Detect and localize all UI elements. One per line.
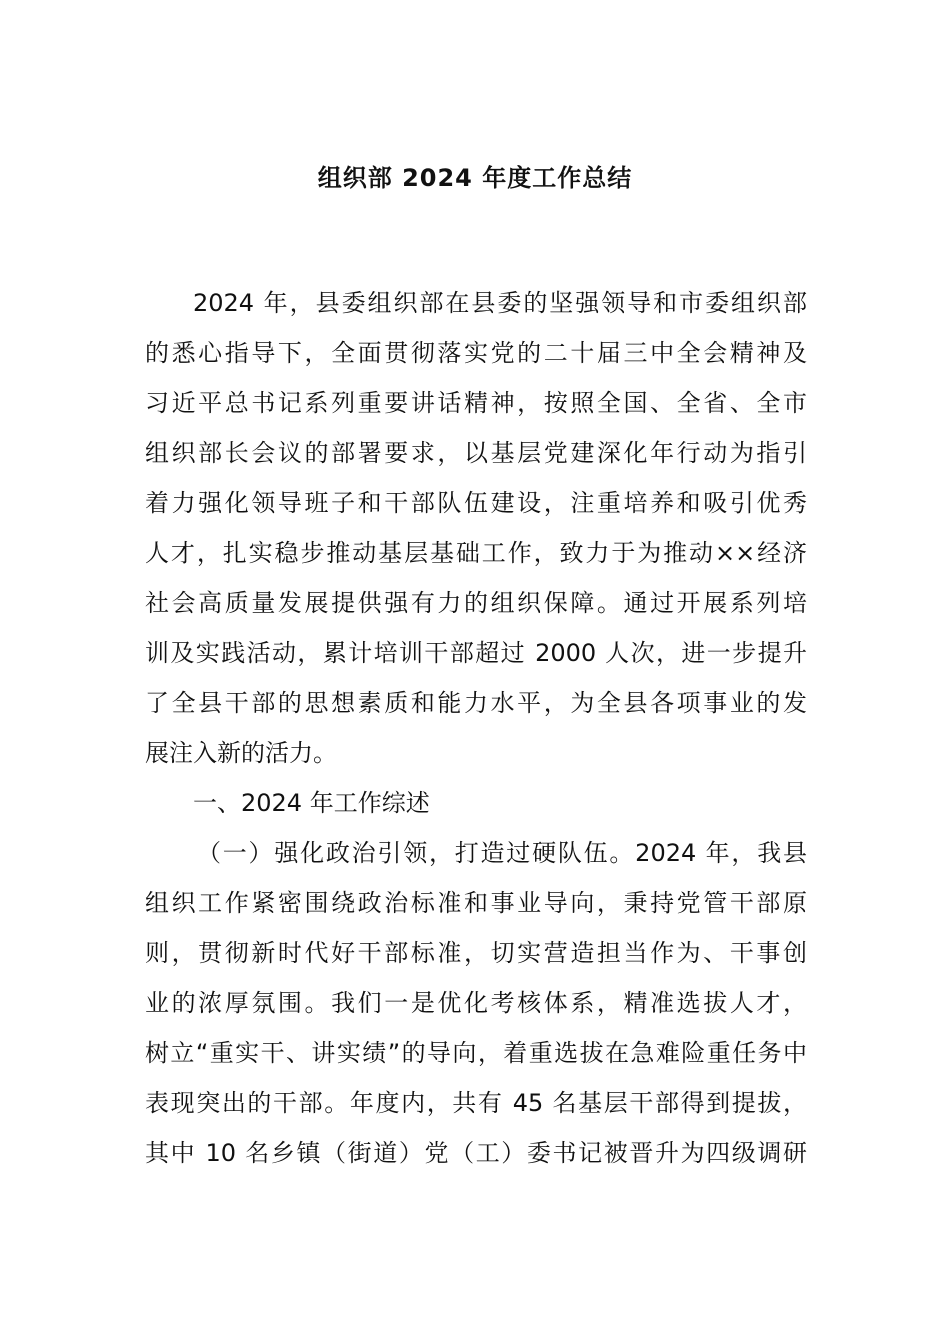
paragraph-line: 社会高质量发展提供强有力的组织保障。通过开展系列培 xyxy=(145,589,807,617)
paragraph-line: 则，贯彻新时代好干部标准，切实营造担当作为、干事创 xyxy=(145,939,807,967)
document-title: 组织部 2024 年度工作总结 xyxy=(317,164,633,192)
paragraph-line: 树立“重实干、讲实绩”的导向，着重选拔在急难险重任务中 xyxy=(145,1039,807,1067)
paragraph-line: 了全县干部的思想素质和能力水平，为全县各项事业的发 xyxy=(145,689,807,717)
paragraph-line: 的悉心指导下，全面贯彻落实党的二十届三中全会精神及 xyxy=(145,339,807,367)
paragraph-line: 展注入新的活力。 xyxy=(145,739,337,767)
document-body xyxy=(145,278,807,1178)
paragraph-line: （一）强化政治引领，打造过硬队伍。2024 年，我县 xyxy=(197,839,807,867)
paragraph-line: 表现突出的干部。年度内，共有 45 名基层干部得到提拔， xyxy=(145,1089,807,1117)
paragraph-line: 习近平总书记系列重要讲话精神，按照全国、全省、全市 xyxy=(145,389,807,417)
section-heading: 一、2024 年工作综述 xyxy=(193,789,430,817)
paragraph-line: 组织工作紧密围绕政治标准和事业导向，秉持党管干部原 xyxy=(145,889,807,917)
paragraph-line: 着力强化领导班子和干部队伍建设，注重培养和吸引优秀 xyxy=(145,489,807,517)
paragraph-line: 业的浓厚氛围。我们一是优化考核体系，精准选拔人才， xyxy=(145,989,807,1017)
paragraph-line: 训及实践活动，累计培训干部超过 2000 人次，进一步提升 xyxy=(145,639,807,667)
paragraph-line: 组织部长会议的部署要求，以基层党建深化年行动为指引 xyxy=(145,439,807,467)
paragraph-line: 2024 年，县委组织部在县委的坚强领导和市委组织部 xyxy=(193,289,807,317)
paragraph-line: 人才，扎实稳步推动基层基础工作，致力于为推动××经济 xyxy=(145,539,807,567)
paragraph-line: 其中 10 名乡镇（街道）党（工）委书记被晋升为四级调研 xyxy=(145,1139,807,1167)
